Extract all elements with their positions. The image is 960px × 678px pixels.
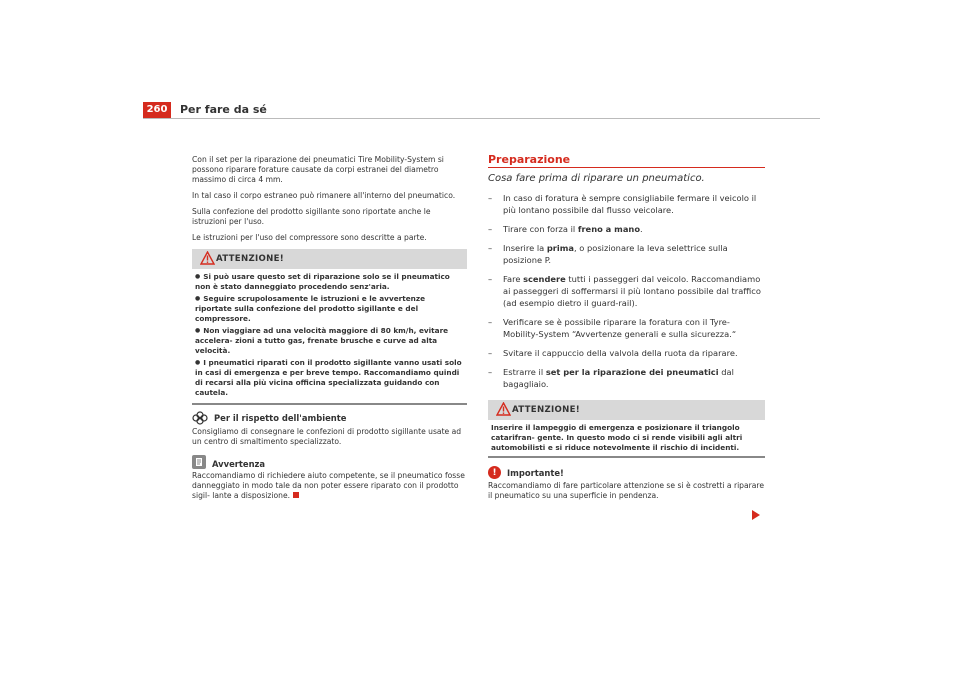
warning-label: ATTENZIONE!	[216, 254, 284, 264]
page-number: 260	[143, 102, 171, 118]
section-subtitle: Cosa fare prima di riparare un pneumatico.	[488, 173, 705, 184]
environment-block	[192, 411, 467, 447]
header-rule	[143, 118, 820, 119]
important-text: Raccomandiamo di fare particolare attenzione se si è costretti a riparare il pneumatico su una superficie in pendenza.	[488, 481, 765, 500]
important-title-text: Importante!	[507, 467, 564, 478]
flower-icon	[192, 411, 208, 425]
next-page-arrow-icon[interactable]	[752, 505, 760, 524]
step-item: – Svitare il cappuccio della valvola della ruota da riparare.	[488, 347, 765, 359]
warning-box-left	[192, 249, 467, 405]
step-item: – Inserire la prima, o posizionare la leva selettrice sulla posizione P.	[488, 242, 765, 266]
intro-paragraph: Con il set per la riparazione dei pneumatici Tire Mobility-System si possono riparare forature causate da corpi estranei del diametro massimo di circa 4 mm.	[192, 155, 444, 184]
note-title-text: Avvertenza	[212, 459, 266, 469]
note-title	[192, 455, 467, 469]
left-column	[192, 155, 467, 507]
warning-body	[192, 269, 467, 403]
step-item: – Tirare con forza il freno a mano.	[488, 223, 765, 235]
note-icon	[192, 455, 206, 469]
intro-paragraph: Le istruzioni per l'uso del compressore sono descritte a parte.	[192, 233, 427, 242]
environment-title	[192, 411, 467, 425]
warning-item: ● Si può usare questo set di riparazione solo se il pneumatico non è stato danneggiato procedendo senz'aria.	[195, 272, 464, 292]
step-item: – Verificare se è possibile riparare la foratura con il Tyre-Mobility-System “Avvertenze generali e sulla sicurezza.“	[488, 316, 765, 340]
end-marker-icon	[293, 492, 299, 498]
intro-paragraph: Sulla confezione del prodotto sigillante sono riportate anche le istruzioni per l'uso.	[192, 207, 431, 226]
warning-triangle-icon	[200, 251, 215, 268]
warning-item: ● Seguire scrupolosamente le istruzioni e le avvertenze riportate sulla confezione del prodotto sigillante e del compressore.	[195, 294, 464, 324]
warning-label: ATTENZIONE!	[512, 405, 580, 415]
warning-header	[488, 400, 765, 420]
exclamation-icon: !	[488, 466, 501, 479]
warning-item: ● I pneumatici riparati con il prodotto sigillante vanno usati solo in casi di emergenza e per breve tempo. Raccomandiamo quindi di recarsi alla più vicina officina specializzata guidando con cautela.	[195, 358, 464, 398]
warning-body: Inserire il lampeggio di emergenza e posizionare il triangolo catarifran- gente. In questo modo ci si rende visibili agli altri automobilisti e si riduce notevolmente il rischio di incidenti.	[491, 423, 743, 452]
note-text	[192, 471, 467, 501]
step-item: – Estrarre il set per la riparazione dei pneumatici dal bagagliaio.	[488, 366, 765, 390]
warning-item: ● Non viaggiare ad una velocità maggiore di 80 km/h, evitare accelera- zioni a tutto gas, frenate brusche e curve ad alta velocità.	[195, 326, 464, 356]
warning-box-right	[488, 400, 765, 458]
important-title	[488, 466, 765, 479]
intro-paragraph: In tal caso il corpo estraneo può rimanere all'interno del pneumatico.	[192, 191, 456, 200]
warning-triangle-icon	[496, 402, 511, 419]
environment-text: Consigliamo di consegnare le confezioni di prodotto sigillante usate ad un centro di smaltimento specializzato.	[192, 427, 462, 446]
environment-title-text: Per il rispetto dell'ambiente	[214, 413, 347, 423]
note-text-content: Raccomandiamo di richiedere aiuto competente, se il pneumatico fosse danneggiato in modo tale da non poter essere riparato con il prodotto sigil- lante a disposizione.	[192, 471, 465, 500]
warning-header	[192, 249, 467, 269]
right-column	[488, 155, 765, 507]
step-item: – In caso di foratura è sempre consigliabile fermare il veicolo il più lontano possibile dal flusso veicolare.	[488, 192, 765, 216]
section-title: Preparazione	[488, 155, 765, 168]
step-item: – Fare scendere tutti i passeggeri dal veicolo. Raccomandiamo ai passeggeri di soffermarsi il più lontano possibile dal traffico (ad esempio dietro il guard-rail).	[488, 273, 765, 309]
page-header-title: Per fare da sé	[180, 103, 267, 116]
